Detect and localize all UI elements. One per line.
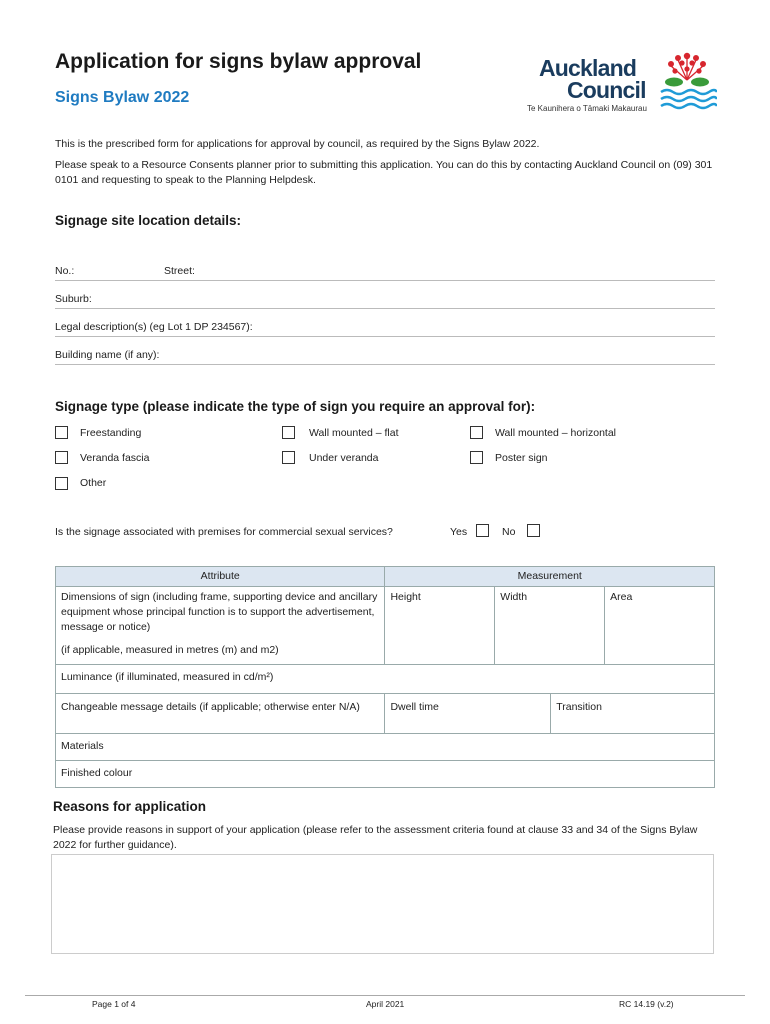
reasons-textarea[interactable] [51, 854, 714, 954]
dimensions-cell: Dimensions of sign (including frame, supporting device and ancillary equipment whose principal function is to support the advertisement, message or notice) [56, 587, 385, 640]
intro-paragraph-1: This is the prescribed form for applications for approval by council, as required by the Signs Bylaw 2022. [55, 138, 540, 150]
yes-checkbox[interactable] [476, 524, 489, 537]
freestanding-checkbox[interactable] [55, 426, 68, 439]
width-cell[interactable]: Width [495, 587, 605, 665]
poster-sign-checkbox[interactable] [470, 451, 483, 464]
materials-cell[interactable]: Materials [56, 734, 715, 761]
table-row [56, 665, 715, 694]
height-cell[interactable]: Height [385, 587, 495, 665]
reasons-heading: Reasons for application [53, 799, 207, 814]
commercial-question: Is the signage associated with premises for commercial sexual services? [55, 526, 393, 538]
footer-date: April 2021 [366, 999, 405, 1009]
finished-colour-cell[interactable]: Finished colour [56, 761, 715, 788]
legal-description-label: Legal description(s) (eg Lot 1 DP 234567): [55, 321, 253, 333]
area-cell[interactable]: Area [605, 587, 715, 665]
table-row [56, 761, 715, 788]
location-heading: Signage site location details: [55, 213, 242, 228]
table-row [56, 734, 715, 761]
wall-mounted-flat-checkbox[interactable] [282, 426, 295, 439]
street-label: Street: [164, 265, 195, 277]
changeable-message-cell: Changeable message details (if applicable; otherwise enter N/A) [56, 694, 385, 734]
wall-mounted-flat-label: Wall mounted – flat [309, 427, 399, 439]
logo-tagline: Te Kaunihera o Tāmaki Makaurau [527, 104, 647, 113]
luminance-cell[interactable]: Luminance (if illuminated, measured in cd/m²) [56, 665, 715, 694]
freestanding-label: Freestanding [80, 427, 142, 439]
no-checkbox[interactable] [527, 524, 540, 537]
wall-mounted-horizontal-checkbox[interactable] [470, 426, 483, 439]
dwell-time-cell[interactable]: Dwell time [385, 694, 551, 734]
veranda-fascia-label: Veranda fascia [80, 452, 150, 464]
other-checkbox[interactable] [55, 477, 68, 490]
footer-divider [25, 995, 745, 996]
table-row [56, 587, 715, 640]
signage-type-heading: Signage type (please indicate the type of sign you require an approval for): [55, 399, 536, 414]
footer-page: Page 1 of 4 [92, 999, 136, 1009]
under-veranda-label: Under veranda [309, 452, 379, 464]
logo-line1: Auckland [539, 55, 637, 81]
suburb-label: Suburb: [55, 293, 92, 305]
address-field[interactable] [55, 280, 715, 281]
footer-code: RC 14.19 (v.2) [619, 999, 674, 1009]
attribute-table [55, 566, 715, 788]
units-note-cell: (if applicable, measured in metres (m) and m2) [56, 639, 385, 665]
under-veranda-checkbox[interactable] [282, 451, 295, 464]
intro-paragraph-2: Please speak to a Resource Consents planner prior to submitting this application. You can do this by contacting Auckland Council on (09) 301 0101 and requesting to speak to the Planning Helpdesk. [55, 159, 713, 186]
page-subtitle: Signs Bylaw 2022 [55, 89, 190, 106]
suburb-field[interactable] [55, 308, 715, 309]
no-label: No [502, 526, 516, 538]
table-row [56, 694, 715, 734]
reasons-text: Please provide reasons in support of your application (please refer to the assessment criteria found at clause 33 and 34 of the Signs Bylaw 2022 for further guidance). [53, 824, 698, 851]
transition-cell[interactable]: Transition [551, 694, 715, 734]
poster-sign-label: Poster sign [495, 452, 548, 464]
building-name-field[interactable] [55, 364, 715, 365]
auckland-council-logo [527, 48, 717, 116]
legal-description-field[interactable] [55, 336, 715, 337]
pohutukawa-flower-icon [657, 48, 717, 116]
wall-mounted-horizontal-label: Wall mounted – horizontal [495, 427, 617, 439]
table-header-row [56, 567, 715, 587]
page-title: Application for signs bylaw approval [55, 50, 422, 73]
veranda-fascia-checkbox[interactable] [55, 451, 68, 464]
no-label: No.: [55, 265, 75, 277]
building-name-label: Building name (if any): [55, 349, 160, 361]
attribute-header: Attribute [56, 567, 385, 587]
logo-line2: Council [567, 77, 646, 103]
other-label: Other [80, 477, 107, 489]
measurement-header: Measurement [385, 567, 715, 587]
yes-label: Yes [450, 526, 468, 538]
